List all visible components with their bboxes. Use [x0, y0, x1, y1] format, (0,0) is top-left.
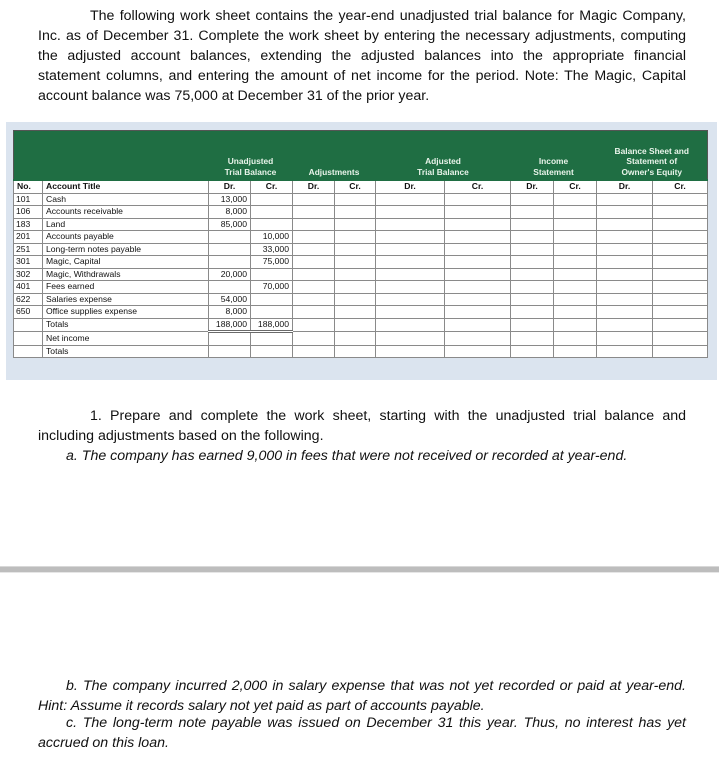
- col-unadj-cr: Cr.: [251, 180, 293, 193]
- col-unadj-dr: Dr.: [209, 180, 251, 193]
- totals-unadj-cr: 188,000: [251, 318, 293, 332]
- col-adj-cr: Cr.: [335, 180, 376, 193]
- bs-dr-cell[interactable]: [597, 206, 653, 219]
- is-dr-cell[interactable]: [511, 218, 554, 231]
- account-title: Fees earned: [43, 281, 209, 294]
- table-row: [14, 306, 708, 319]
- unadj-dr: [209, 231, 251, 244]
- adjtb-dr-cell[interactable]: [376, 231, 445, 244]
- adj-dr-cell[interactable]: [293, 306, 335, 319]
- bs-cr-cell[interactable]: [653, 293, 708, 306]
- adjtb-dr-cell[interactable]: [376, 318, 445, 332]
- bs-dr-cell[interactable]: [597, 193, 653, 206]
- bs-cr-cell[interactable]: [653, 218, 708, 231]
- account-title: Cash: [43, 193, 209, 206]
- account-title: Magic, Withdrawals: [43, 268, 209, 281]
- adj-dr-cell[interactable]: [293, 206, 335, 219]
- adj-dr-cell[interactable]: [293, 281, 335, 294]
- bs-cr-cell[interactable]: [653, 332, 708, 346]
- bs-dr-cell[interactable]: [597, 281, 653, 294]
- bs-dr-cell[interactable]: [597, 293, 653, 306]
- bs-dr-cell[interactable]: [597, 256, 653, 269]
- unadj-cr: [251, 193, 293, 206]
- adjtb-cr-cell[interactable]: [445, 231, 511, 244]
- adj-cr-cell[interactable]: [335, 268, 376, 281]
- is-dr-cell[interactable]: [511, 318, 554, 332]
- unadj-cr: [251, 206, 293, 219]
- adjtb-cr-cell[interactable]: [445, 318, 511, 332]
- adj-cr-cell[interactable]: [335, 293, 376, 306]
- account-no: 201: [14, 231, 43, 244]
- adjtb-dr-cell[interactable]: [376, 293, 445, 306]
- account-title: Salaries expense: [43, 293, 209, 306]
- account-title: Long-term notes payable: [43, 243, 209, 256]
- is-cr-cell[interactable]: [554, 281, 597, 294]
- final-totals-label: Totals: [43, 345, 209, 358]
- unadj-cr: [251, 218, 293, 231]
- adjustment-a: [38, 446, 686, 466]
- adj-dr-cell[interactable]: [293, 231, 335, 244]
- is-dr-cell[interactable]: [511, 256, 554, 269]
- adjtb-cr-cell[interactable]: [445, 206, 511, 219]
- col-adjtb-dr: Dr.: [376, 180, 445, 193]
- unadj-dr: [209, 243, 251, 256]
- is-cr-cell[interactable]: [554, 345, 597, 358]
- unadj-dr: [209, 281, 251, 294]
- is-dr-cell[interactable]: [511, 268, 554, 281]
- is-dr-cell[interactable]: [511, 206, 554, 219]
- unadj-dr: [209, 256, 251, 269]
- totals-unadj-dr: 188,000: [209, 318, 251, 332]
- account-no: 101: [14, 193, 43, 206]
- adjtb-cr-cell[interactable]: [445, 218, 511, 231]
- unadj-cr: 10,000: [251, 231, 293, 244]
- bs-cr-cell[interactable]: [653, 281, 708, 294]
- account-no: 183: [14, 218, 43, 231]
- bs-cr-cell[interactable]: [653, 318, 708, 332]
- question-1: [38, 406, 686, 446]
- bs-cr-cell[interactable]: [653, 345, 708, 358]
- table-row: [14, 206, 708, 219]
- adjustment-a-text: a. The company has earned 9,000 in fees that were not received or recorded at year-end.: [66, 448, 628, 464]
- is-dr-cell[interactable]: [511, 293, 554, 306]
- col-is-cr: Cr.: [554, 180, 597, 193]
- table-row: [14, 256, 708, 269]
- account-title: Magic, Capital: [43, 256, 209, 269]
- unadj-dr: 85,000: [209, 218, 251, 231]
- bs-dr-cell[interactable]: [597, 318, 653, 332]
- is-dr-cell[interactable]: [511, 345, 554, 358]
- table-row: [14, 293, 708, 306]
- adjtb-cr-cell[interactable]: [445, 281, 511, 294]
- col-adj-dr: Dr.: [293, 180, 335, 193]
- account-no: 650: [14, 306, 43, 319]
- adj-cr-cell[interactable]: [335, 318, 376, 332]
- col-bs-dr: Dr.: [597, 180, 653, 193]
- adj-cr-cell[interactable]: [335, 231, 376, 244]
- group-header-row: [14, 131, 708, 181]
- adjtb-dr-cell[interactable]: [376, 193, 445, 206]
- is-cr-cell[interactable]: [554, 268, 597, 281]
- adjtb-dr-cell[interactable]: [376, 218, 445, 231]
- unadjusted-trial-balance-header: Unadjusted Trial Balance: [209, 131, 293, 181]
- adj-dr-cell[interactable]: [293, 193, 335, 206]
- account-no: 251: [14, 243, 43, 256]
- adj-dr-cell[interactable]: [293, 256, 335, 269]
- is-cr-cell[interactable]: [554, 243, 597, 256]
- unadj-cr: 75,000: [251, 256, 293, 269]
- net-income-row: [14, 332, 708, 346]
- is-cr-cell[interactable]: [554, 306, 597, 319]
- table-row: [14, 243, 708, 256]
- unadj-dr: 20,000: [209, 268, 251, 281]
- adjusted-trial-balance-header: Adjusted Trial Balance: [376, 131, 511, 181]
- account-no: 106: [14, 206, 43, 219]
- account-title: Land: [43, 218, 209, 231]
- unadj-cr: 33,000: [251, 243, 293, 256]
- bs-dr-cell[interactable]: [597, 306, 653, 319]
- adjtb-cr-cell[interactable]: [445, 268, 511, 281]
- adj-dr-cell[interactable]: [293, 268, 335, 281]
- adj-dr-cell[interactable]: [293, 218, 335, 231]
- adjustment-b-text: b. The company incurred 2,000 in salary expense that was not yet recorded or paid at year-end. Hint: Assume it records salary not yet paid as part of accounts payable.: [38, 678, 686, 714]
- adj-dr-cell[interactable]: [293, 293, 335, 306]
- work-sheet-table: [13, 130, 708, 358]
- adjtb-dr-cell[interactable]: [376, 243, 445, 256]
- final-totals-row: [14, 345, 708, 358]
- table-row: [14, 193, 708, 206]
- unadj-cr: [251, 293, 293, 306]
- adjustment-c-text: c. The long-term note payable was issued on December 31 this year. Thus, no interest has yet accrued on this loan.: [38, 715, 686, 751]
- is-dr-cell[interactable]: [511, 281, 554, 294]
- is-cr-cell[interactable]: [554, 193, 597, 206]
- is-dr-cell[interactable]: [511, 243, 554, 256]
- bs-dr-cell[interactable]: [597, 218, 653, 231]
- is-cr-cell[interactable]: [554, 293, 597, 306]
- table-row: [14, 268, 708, 281]
- bs-cr-cell[interactable]: [653, 268, 708, 281]
- is-dr-cell[interactable]: [511, 332, 554, 346]
- adj-cr-cell[interactable]: [335, 281, 376, 294]
- is-dr-cell[interactable]: [511, 306, 554, 319]
- unadj-dr: 8,000: [209, 206, 251, 219]
- adjustment-b: [38, 676, 686, 716]
- col-is-dr: Dr.: [511, 180, 554, 193]
- adj-cr-cell[interactable]: [335, 193, 376, 206]
- adj-cr-cell[interactable]: [335, 206, 376, 219]
- bs-dr-cell[interactable]: [597, 231, 653, 244]
- adjtb-dr-cell[interactable]: [376, 256, 445, 269]
- unadj-dr: 8,000: [209, 306, 251, 319]
- bs-cr-cell[interactable]: [653, 243, 708, 256]
- is-cr-cell[interactable]: [554, 231, 597, 244]
- totals-label: Totals: [43, 318, 209, 332]
- adjtb-cr-cell[interactable]: [445, 243, 511, 256]
- bs-cr-cell[interactable]: [653, 206, 708, 219]
- section-divider: [0, 566, 719, 573]
- col-account-title: Account Title: [43, 180, 209, 193]
- table-row: [14, 281, 708, 294]
- unadj-cr: [251, 306, 293, 319]
- is-dr-cell[interactable]: [511, 231, 554, 244]
- unadj-dr: 54,000: [209, 293, 251, 306]
- bs-cr-cell[interactable]: [653, 193, 708, 206]
- adjtb-dr-cell[interactable]: [376, 206, 445, 219]
- adj-dr-cell[interactable]: [293, 318, 335, 332]
- adjtb-dr-cell[interactable]: [376, 306, 445, 319]
- col-bs-cr: Cr.: [653, 180, 708, 193]
- adjtb-cr-cell[interactable]: [445, 306, 511, 319]
- adjustments-header: Adjustments: [293, 131, 376, 181]
- account-title: Accounts payable: [43, 231, 209, 244]
- intro-text: The following work sheet contains the year-end unadjusted trial balance for Magic Company, Inc. as of December 31. Complete the work sheet by entering the necessary adjustments, computing the adjusted account balances, extending the adjusted balances into the appropriate financial statement columns, and entering the amount of net income for the period. Note: The Magic, Capital account balance was 75,000 at December 31 of the prior year.: [38, 8, 686, 104]
- income-statement-header: Income Statement: [511, 131, 597, 181]
- adjtb-cr-cell[interactable]: [445, 256, 511, 269]
- intro-paragraph: [38, 6, 686, 106]
- unadj-cr: 70,000: [251, 281, 293, 294]
- unadj-cr: [251, 268, 293, 281]
- adj-dr-cell[interactable]: [293, 243, 335, 256]
- balance-sheet-header: Balance Sheet and Statement of Owner's Equity: [597, 131, 708, 181]
- account-title: Accounts receivable: [43, 206, 209, 219]
- column-header-row: [14, 180, 708, 193]
- adj-cr-cell[interactable]: [335, 243, 376, 256]
- bs-dr-cell[interactable]: [597, 345, 653, 358]
- is-cr-cell[interactable]: [554, 256, 597, 269]
- net-income-label: Net income: [43, 332, 209, 346]
- table-row: [14, 231, 708, 244]
- col-adjtb-cr: Cr.: [445, 180, 511, 193]
- adjtb-cr-cell[interactable]: [445, 293, 511, 306]
- bs-dr-cell[interactable]: [597, 243, 653, 256]
- is-cr-cell[interactable]: [554, 218, 597, 231]
- question-1-text: 1. Prepare and complete the work sheet, starting with the unadjusted trial balance and including adjustments based on the following.: [38, 408, 686, 444]
- is-cr-cell[interactable]: [554, 318, 597, 332]
- account-no: 622: [14, 293, 43, 306]
- account-no: 401: [14, 281, 43, 294]
- is-dr-cell[interactable]: [511, 193, 554, 206]
- account-no: 301: [14, 256, 43, 269]
- adjustment-c: [38, 713, 686, 753]
- bs-cr-cell[interactable]: [653, 256, 708, 269]
- adjtb-cr-cell[interactable]: [445, 193, 511, 206]
- adjtb-dr-cell[interactable]: [376, 268, 445, 281]
- account-title: Office supplies expense: [43, 306, 209, 319]
- account-no: 302: [14, 268, 43, 281]
- adj-cr-cell[interactable]: [335, 218, 376, 231]
- adj-cr-cell[interactable]: [335, 256, 376, 269]
- is-cr-cell[interactable]: [554, 332, 597, 346]
- totals-row: [14, 318, 708, 332]
- bs-dr-cell[interactable]: [597, 332, 653, 346]
- unadj-dr: 13,000: [209, 193, 251, 206]
- bs-cr-cell[interactable]: [653, 231, 708, 244]
- bs-cr-cell[interactable]: [653, 306, 708, 319]
- col-no: No.: [14, 180, 43, 193]
- is-cr-cell[interactable]: [554, 206, 597, 219]
- table-row: [14, 218, 708, 231]
- bs-dr-cell[interactable]: [597, 268, 653, 281]
- adj-cr-cell[interactable]: [335, 306, 376, 319]
- adjtb-dr-cell[interactable]: [376, 281, 445, 294]
